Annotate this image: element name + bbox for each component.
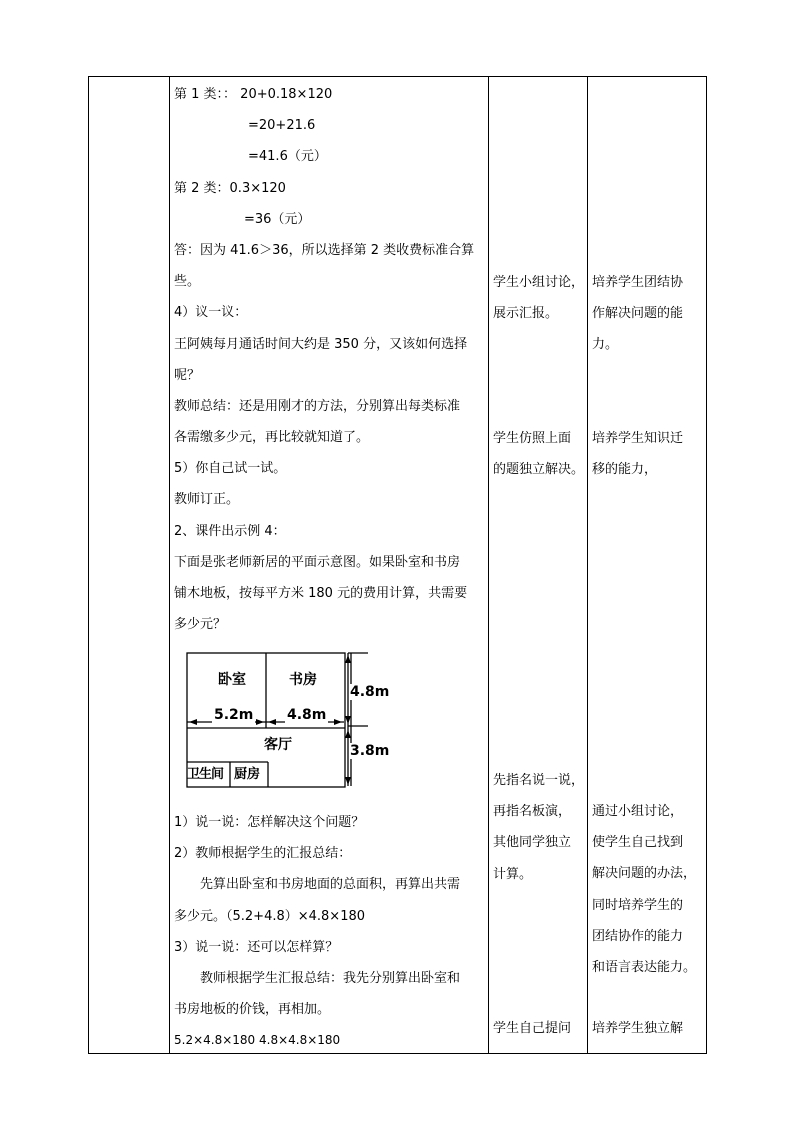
dimension-height-top: 4.8m — [350, 684, 390, 700]
text-line: 5.2×4.8×180 4.8×4.8×180 — [174, 1033, 341, 1048]
text-line: 解决问题的办法， — [592, 866, 697, 882]
text-line: 答：因为 41.6＞36，所以选择第 2 类收费标准合算 — [174, 242, 475, 258]
text-line: 教师订正。 — [174, 492, 240, 508]
teaching-process-cell — [174, 79, 570, 640]
text-line: =20+21.6 — [248, 118, 316, 134]
text-line: 先算出卧室和书房地面的总面积，再算出共需 — [200, 877, 461, 893]
design-intent-2 — [592, 423, 708, 485]
text-line: 各需缴多少元，再比较就知道了。 — [174, 430, 370, 446]
text-line: 2、课件出示例 4： — [174, 523, 286, 539]
text-line: 书房地板的价钱，再相加。 — [174, 1002, 331, 1018]
text-line: 2）教师根据学生的汇报总结： — [174, 846, 352, 862]
column-divider-1 — [169, 77, 170, 1053]
text-line: 学生自己提问 — [493, 1021, 572, 1036]
text-line: 作解决问题的能 — [592, 306, 684, 322]
room-label-bedroom: 卧室 — [218, 672, 246, 688]
dimension-width-bedroom: 5.2m — [214, 707, 254, 723]
text-line: 学生小组讨论， — [493, 275, 585, 290]
text-line: 计算。 — [493, 866, 533, 882]
text-line: 学生仿照上面 — [493, 431, 572, 446]
dimension-height-bottom: 3.8m — [350, 743, 390, 759]
room-label-living: 客厅 — [264, 737, 292, 753]
text-line: 培养学生独立解 — [592, 1021, 684, 1036]
text-line: 多少元。（5.2+4.8）×4.8×180 — [174, 908, 366, 924]
design-intent-4 — [592, 1013, 708, 1044]
text-line: 培养学生知识迁 — [592, 431, 684, 446]
text-line: 力。 — [592, 337, 619, 353]
dimension-width-study: 4.8m — [287, 707, 327, 723]
text-line: 教师根据学生汇报总结：我先分别算出卧室和 — [200, 970, 461, 986]
text-line: 多少元？ — [174, 617, 227, 633]
text-line: 铺木地板，按每平方米 180 元的费用计算，共需要 — [174, 586, 468, 601]
text-line: 团结协作的能力 — [592, 928, 684, 944]
text-line: 展示汇报。 — [493, 306, 559, 322]
text-line: =36（元） — [244, 211, 311, 227]
student-activity-3 — [493, 765, 589, 890]
text-line: 移的能力， — [592, 462, 658, 478]
student-activity-4 — [493, 1013, 589, 1044]
text-line: 呢？ — [174, 367, 201, 383]
room-label-bathroom: 卫生间 — [187, 767, 224, 782]
text-line: 5）你自己试一试。 — [174, 461, 287, 477]
text-line: 第 1 类：： 20+0.18×120 — [174, 87, 333, 102]
text-line: 先指名说一说， — [493, 773, 585, 788]
text-line: 和语言表达能力。 — [592, 959, 697, 975]
text-line: 教师总结：还是用刚才的方法，分别算出每类标准 — [174, 398, 461, 414]
room-label-kitchen: 厨房 — [234, 767, 261, 782]
text-line: 些。 — [174, 274, 201, 290]
text-line: 第 2 类：0.3×120 — [174, 180, 286, 196]
text-line: 的题独立解决。 — [493, 462, 585, 478]
text-line: 3）说一说：还可以怎样算？ — [174, 939, 339, 955]
text-line: 下面是张老师新居的平面示意图。如果卧室和书房 — [174, 554, 461, 570]
student-activity-1 — [493, 267, 589, 329]
text-line: 4）议一议： — [174, 305, 248, 321]
text-line: 其他同学独立 — [493, 835, 572, 851]
design-intent-1 — [592, 267, 708, 361]
text-line: =41.6（元） — [248, 149, 327, 165]
text-line: 通过小组讨论， — [592, 804, 684, 819]
room-label-study: 书房 — [289, 672, 317, 688]
text-line: 培养学生团结协 — [592, 275, 684, 290]
text-line: 1）说一说：怎样解决这个问题？ — [174, 815, 365, 830]
text-line: 再指名板演， — [493, 804, 572, 820]
floor-plan-diagram — [186, 652, 390, 791]
text-line: 使学生自己找到 — [592, 835, 684, 851]
text-line: 王阿姨每月通话时间大约是 350 分，又该如何选择 — [174, 336, 468, 352]
column-divider-3 — [587, 77, 588, 1053]
text-line: 同时培养学生的 — [592, 897, 684, 913]
student-activity-2 — [493, 423, 589, 485]
design-intent-3 — [592, 796, 708, 983]
lesson-table — [88, 76, 707, 1054]
